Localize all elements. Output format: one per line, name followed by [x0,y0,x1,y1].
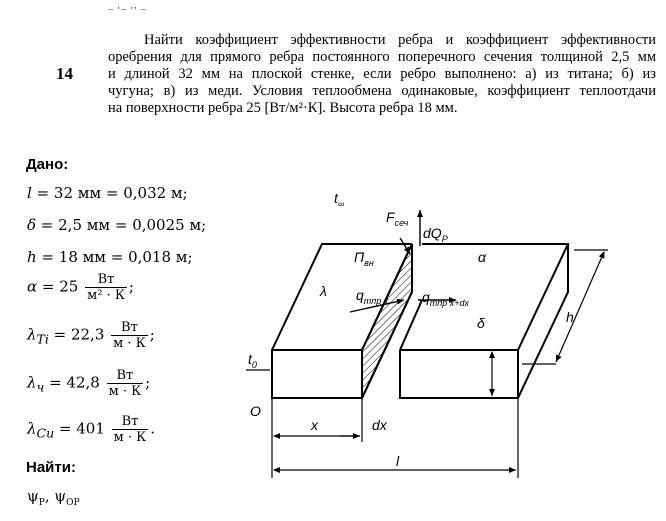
given-symbol: h [27,248,37,266]
given-value: = 32 мм = 0,032 м; [31,184,188,202]
problem-line-4: чугуна; в) из меди. Условия теплообмена одинаковые, коэффициент теплоотдачи [108,83,656,99]
given-lambda-cast-iron: $\lambda_ч = 42,8$ $\frac{Вт}{м \cdot К}$ ; [27,368,151,399]
given-length [27,184,188,202]
label-t0: $t_0$ [248,351,257,370]
given-value: = 401 [54,419,110,438]
label-delta: δ [477,315,485,331]
given-value: = 42,8 [44,373,105,392]
label-h: h [566,309,574,325]
given-title: Дано: [26,156,69,173]
unit-fraction: $\frac{Вт}{м \cdot К}$ [113,414,147,445]
given-height [27,248,193,266]
given-value: = 25 [37,277,84,296]
label-lambda: λ [320,283,327,299]
problem-line-3: и длиной 32 мм на плоской стенке, если ребро выполнено: а) из титана; б) из [108,66,656,82]
label-l: l [396,453,400,469]
fin-body [272,244,568,398]
label-dx: dx [372,417,387,433]
given-symbol: λ [27,325,37,344]
label-alpha: α [478,249,486,265]
given-alpha: α = 25 $\frac{Вт}{\text{м² · К}}$ ; [27,272,134,303]
label-q-out: $q_{тпр x+dx}$ [422,289,470,308]
given-value: = 2,5 мм = 0,0025 м; [36,216,207,234]
top-mark: _ ,_ ,, _ [108,0,147,11]
problem-line-1: Найти коэффициент эффективности ребра и коэффициент эффективности [144,32,656,48]
problem-line-5: на поверхности ребра 25 [Вт/м²·К]. Высота ребра 18 мм. [108,100,458,116]
problem-number: 14 [56,64,73,83]
given-symbol: α [27,277,38,296]
unit-fraction: $\frac{Вт}{\text{м² · К}}$ [87,272,125,303]
given-value: = 18 мм = 0,018 м; [36,248,193,266]
given-lambda-cu: $\lambda_{Cu} = 401$ $\frac{Вт}{м \cdot К}$ . [27,414,156,445]
label-f-section: $F_{сеч}$ [386,209,409,228]
find-title: Найти: [26,459,76,476]
unit-fraction: $\frac{Вт}{м \cdot К}$ [108,368,142,399]
label-x: x [311,417,318,433]
dimension-lines [246,250,608,478]
given-symbol: λ [27,419,37,438]
given-lambda-ti: $\lambda_{Ti} = 22,3$ $\frac{Вт}{м \cdot К}$ ; [27,320,155,351]
fin-diagram [240,180,666,521]
given-thickness [27,216,206,234]
label-perimeter: $П_{вн}$ [354,249,374,268]
problem-line-2: оребрения для прямого ребра постоянного поперечного сечения толщиной 2,5 мм [108,49,656,65]
label-dq: $dQ_P$ [423,225,448,244]
find-value: $\psi_Р$, $\psi_{ОР}$ [27,487,80,508]
problem-statement [108,32,656,117]
label-origin: O [250,403,261,419]
given-symbol: l [27,184,32,202]
given-symbol: λ [27,373,37,392]
unit-fraction: $\frac{Вт}{м \cdot К}$ [113,320,146,351]
given-value: = 22,3 [48,325,110,344]
given-symbol: δ [27,216,37,234]
label-t-inf: $t_\infty$ [334,190,345,209]
label-q-in: $q_{тпр x}$ [356,287,389,306]
